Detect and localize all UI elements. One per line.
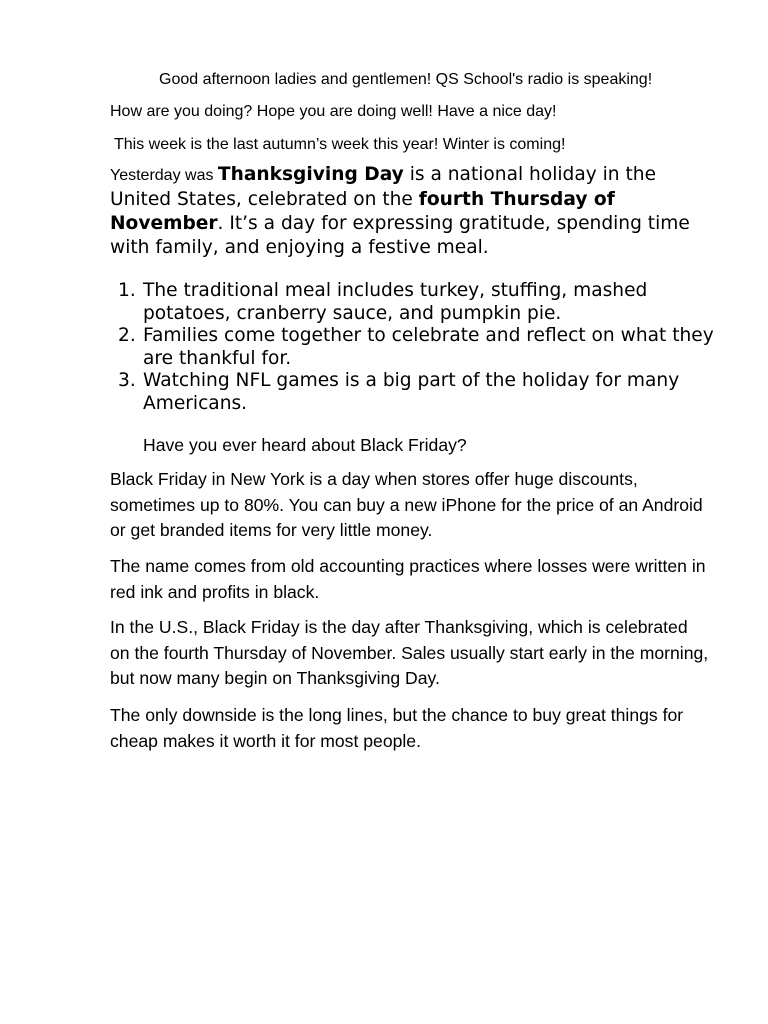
thanksgiving-title: Thanksgiving Day bbox=[217, 164, 404, 185]
list-item bbox=[110, 325, 720, 370]
black-friday-question: Have you ever heard about Black Friday? bbox=[143, 435, 467, 455]
name-origin-paragraph: The name comes from old accounting practices where losses were written in red ink and profits in black. bbox=[110, 556, 706, 602]
black-friday-paragraph: Black Friday in New York is a day when stores offer huge discounts, sometimes up to 80%. You can buy a new iPhone for the price of an Android or get branded items for very little money. bbox=[110, 469, 703, 540]
list-number: 2. bbox=[118, 325, 136, 346]
greeting-question: How are you doing? Hope you are doing well! Have a nice day! bbox=[110, 103, 557, 120]
list-item bbox=[110, 370, 720, 415]
list-number: 3. bbox=[118, 370, 136, 391]
list-item-text: Families come together to celebrate and reflect on what they are thankful for. bbox=[143, 325, 714, 369]
list-item-text: Watching NFL games is a big part of the holiday for many Americans. bbox=[143, 370, 680, 414]
list-number: 1. bbox=[118, 280, 136, 301]
season-announcement: This week is the last autumn’s week this year! Winter is coming! bbox=[114, 136, 566, 153]
greeting-line: Good afternoon ladies and gentlemen! QS School's radio is speaking! bbox=[159, 71, 653, 88]
thanksgiving-paragraph bbox=[110, 163, 720, 260]
list-item bbox=[110, 280, 720, 325]
thanksgiving-facts-list bbox=[110, 280, 720, 415]
thanksgiving-lead: Yesterday was bbox=[110, 167, 218, 184]
thanksgiving-text: is a national holiday in the United States, celebrated on the bbox=[110, 164, 657, 210]
thanksgiving-text-end: . It’s a day for expressing gratitude, spending time with family, and enjoying a festive meal. bbox=[110, 213, 690, 258]
date-paragraph: In the U.S., Black Friday is the day after Thanksgiving, which is celebrated on the fourth Thursday of November. Sales usually start early in the morning, but now many begin on Thanksgiving Day. bbox=[110, 617, 709, 688]
thanksgiving-date: fourth Thursday of November bbox=[110, 189, 615, 234]
list-item-text: The traditional meal includes turkey, stuffing, mashed potatoes, cranberry sauce, and pumpkin pie. bbox=[143, 280, 648, 324]
downside-paragraph: The only downside is the long lines, but the chance to buy great things for cheap makes it worth it for most people. bbox=[110, 705, 684, 751]
